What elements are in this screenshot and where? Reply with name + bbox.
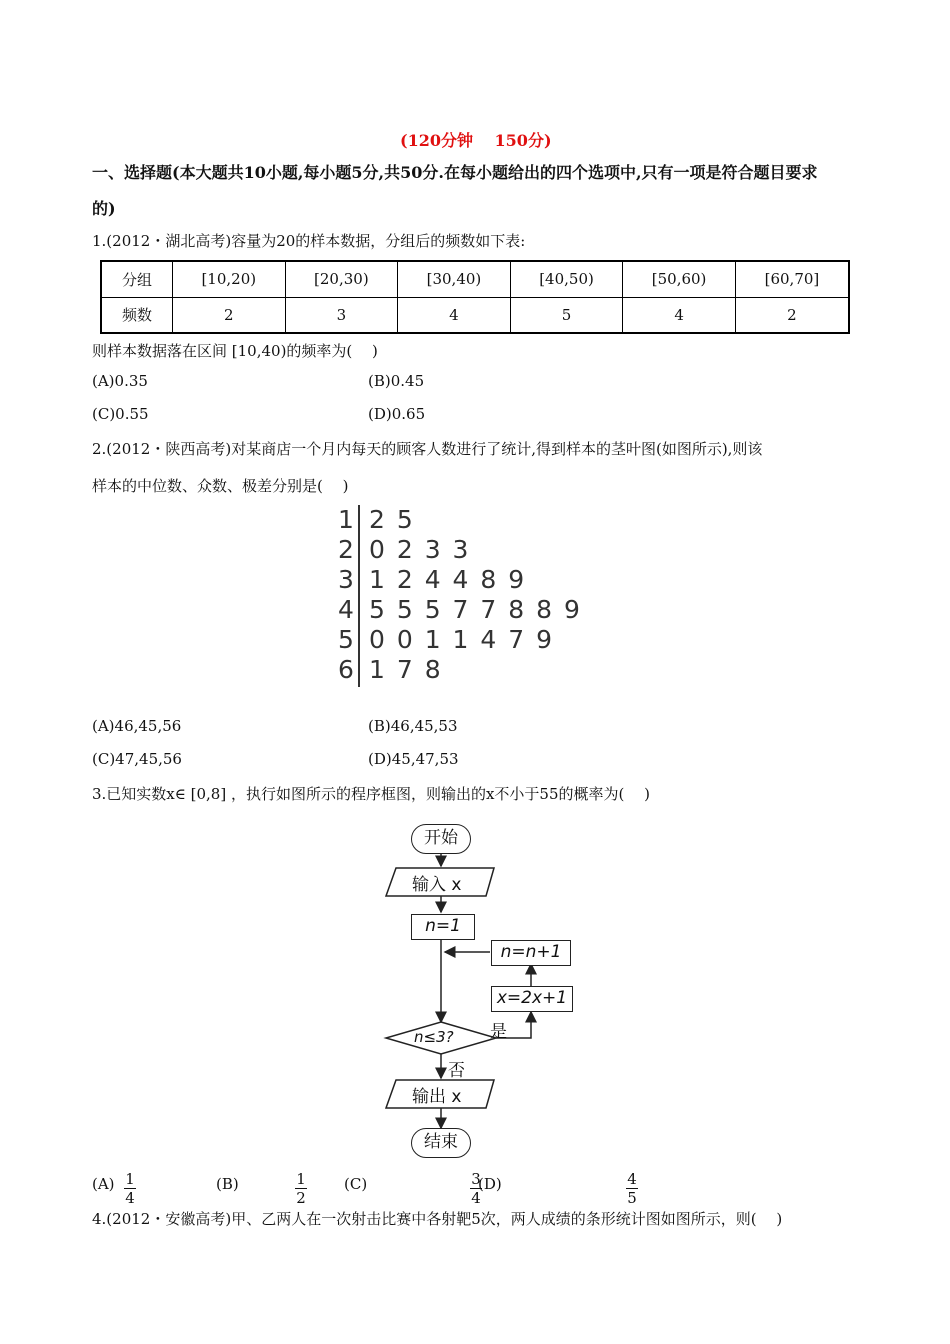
q4-stem: 4.(2012・安徽高考)甲、乙两人在一次射击比赛中各射靶5次，两人成绩的条形统计图如图所示，则( ) — [92, 1210, 783, 1228]
fraction-denominator: 4 — [125, 1189, 135, 1207]
flowchart-no-label: 否 — [448, 1061, 465, 1081]
flowchart-start: 开始 — [411, 824, 471, 854]
flowchart-end: 结束 — [411, 1128, 471, 1158]
q3-option-b-fraction — [295, 1170, 307, 1207]
table-row — [101, 297, 849, 333]
table-header-cell: 分组 — [101, 261, 173, 297]
q1-option-a: (A)0.35 — [92, 372, 148, 390]
q3-option-d-label: (D) — [478, 1175, 502, 1193]
q3-option-a-label: (A) — [92, 1175, 115, 1193]
stem-value: 2 — [338, 535, 354, 564]
table-cell: [10,20) — [173, 261, 286, 297]
table-cell: 3 — [285, 297, 398, 333]
table-cell: 5 — [510, 297, 623, 333]
leaf-values: 0 2 3 3 — [369, 535, 469, 564]
stem-value: 1 — [338, 505, 354, 534]
q1-stem: 1.(2012・湖北高考)容量为20的样本数据，分组后的频数如下表: — [92, 232, 526, 250]
q1-option-d: (D)0.65 — [368, 405, 426, 423]
fraction-numerator: 1 — [125, 1170, 135, 1188]
q1-option-c: (C)0.55 — [92, 405, 149, 423]
leaf-values: 5 5 5 7 7 8 8 9 — [369, 595, 580, 624]
q2-stem-line2: 样本的中位数、众数、极差分别是( ) — [92, 477, 349, 495]
table-cell: 2 — [735, 297, 849, 333]
fraction-numerator: 4 — [627, 1170, 637, 1188]
stem-value: 5 — [338, 625, 354, 654]
stem-leaf-divider — [358, 505, 360, 687]
fraction-numerator: 3 — [471, 1170, 481, 1188]
flowchart-input: 输入 x — [412, 875, 462, 895]
q2-option-b: (B)46,45,53 — [368, 717, 458, 735]
stem-value: 6 — [338, 655, 354, 684]
q3-stem: 3.已知实数x∈ [0,8] ，执行如图所示的程序框图，则输出的x不小于55的概率为( ) — [92, 785, 650, 803]
table-cell: [30,40) — [398, 261, 511, 297]
table-cell: 2 — [173, 297, 286, 333]
flowchart-output: 输出 x — [412, 1087, 462, 1107]
q3-option-b-label: (B) — [216, 1175, 239, 1193]
stem-value: 3 — [338, 565, 354, 594]
flowchart-update-x: x=2x+1 — [491, 986, 573, 1012]
table-cell: [20,30) — [285, 261, 398, 297]
q2-option-a: (A)46,45,56 — [92, 717, 182, 735]
q3-option-d-fraction — [626, 1170, 638, 1207]
flowchart-init: n=1 — [411, 914, 475, 940]
leaf-values: 1 7 8 — [369, 655, 441, 684]
leaf-values: 0 0 1 1 4 7 9 — [369, 625, 553, 654]
exam-time-score: (120分钟 150分) — [400, 131, 552, 150]
q2-option-c: (C)47,45,56 — [92, 750, 182, 768]
stem-value: 4 — [338, 595, 354, 624]
table-cell: 4 — [398, 297, 511, 333]
table-cell: [50,60) — [623, 261, 736, 297]
stem-leaf-plot — [334, 505, 614, 685]
leaf-values: 2 5 — [369, 505, 413, 534]
section-title: 一、选择题(本大题共10小题,每小题5分,共50分.在每小题给出的四个选项中,只有一项是符合题目要求 — [92, 163, 818, 182]
section-title-cont: 的) — [92, 199, 116, 218]
fraction-denominator: 5 — [627, 1189, 637, 1207]
table-header-cell: 频数 — [101, 297, 173, 333]
q1-frequency-table — [100, 260, 850, 334]
q1-option-b: (B)0.45 — [368, 372, 425, 390]
q2-option-d: (D)45,47,53 — [368, 750, 459, 768]
flowchart-condition: n≤3? — [414, 1028, 454, 1046]
fraction-numerator: 1 — [296, 1170, 306, 1188]
table-cell: [40,50) — [510, 261, 623, 297]
q1-question: 则样本数据落在区间 [10,40)的频率为( ) — [92, 342, 378, 360]
flowchart-update-n: n=n+1 — [491, 940, 571, 966]
q3-option-c-label: (C) — [344, 1175, 368, 1193]
program-flowchart — [368, 812, 583, 1162]
flowchart-yes-label: 是 — [490, 1022, 507, 1042]
fraction-denominator: 4 — [471, 1189, 481, 1207]
q2-stem-line1: 2.(2012・陕西高考)对某商店一个月内每天的顾客人数进行了统计,得到样本的茎叶图(如图所示),则该 — [92, 440, 763, 458]
q3-option-a-fraction — [124, 1170, 136, 1207]
table-cell: [60,70] — [735, 261, 849, 297]
leaf-values: 1 2 4 4 8 9 — [369, 565, 525, 594]
fraction-denominator: 2 — [296, 1189, 306, 1207]
table-row — [101, 261, 849, 297]
table-cell: 4 — [623, 297, 736, 333]
